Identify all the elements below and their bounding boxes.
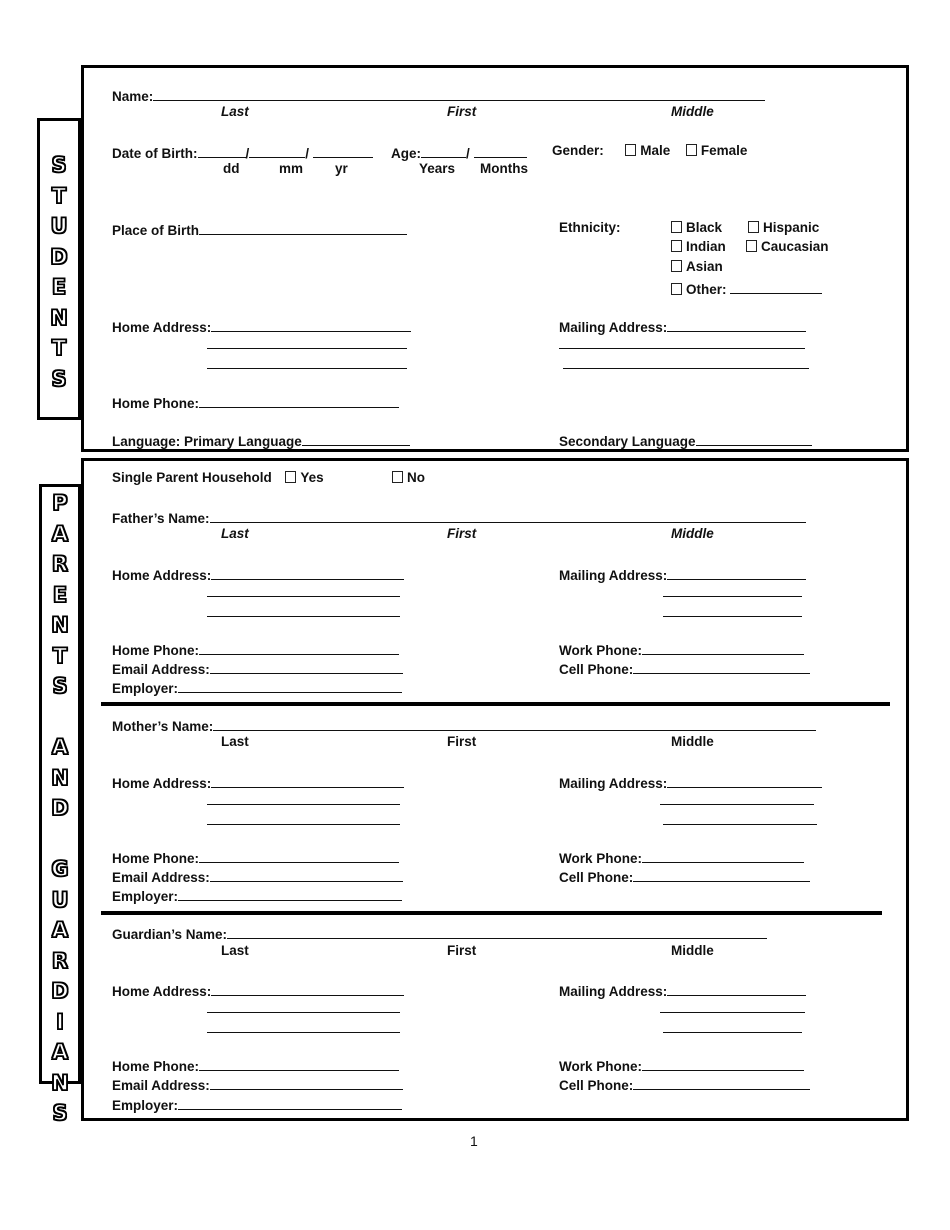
mother-last-caption: Last [221,734,249,749]
father-employer-input[interactable] [178,678,402,693]
father-cell-phone-input[interactable] [633,659,810,674]
student-mailing-address-line-2[interactable] [559,348,805,349]
mother-employer-label: Employer: [112,889,179,904]
student-home-address-line-3[interactable] [207,368,407,369]
ethnicity-option-asian [671,259,723,274]
student-mailing-address-row [559,317,806,335]
sidebar-letter: E [52,582,68,607]
sidebar-letter: T [52,643,68,668]
sidebar-letter: N [51,613,69,637]
student-dob-month-input[interactable] [249,143,305,158]
sidebar-letter: T [51,336,67,360]
sidebar-letter: D [51,979,69,1003]
age-years-caption: Years [419,161,456,176]
guardian-home-phone-label: Home Phone: [112,1059,200,1074]
sidebar-letter: S [52,1101,68,1125]
ethnicity-caucasian-label: Caucasian [761,239,829,254]
father-email-input[interactable] [210,659,403,674]
sidebar-letter: A [51,521,69,546]
dob-dd-caption: dd [223,161,240,176]
single-parent-no-option [392,470,425,485]
guardian-mailing-address-row [559,981,806,999]
student-age-row [391,143,527,161]
mother-home-address-row [112,773,404,791]
father-home-phone-label: Home Phone: [112,643,200,658]
student-home-address-label: Home Address: [112,320,212,335]
sidebar-letter: N [50,305,68,330]
sidebar-letter: A [51,1040,69,1064]
guardian-work-phone-input[interactable] [642,1056,804,1071]
guardian-email-row [112,1075,403,1093]
age-separator: / [466,146,470,161]
guardian-home-phone-row [112,1056,399,1074]
single-parent-no-checkbox[interactable] [392,471,403,483]
student-dob-row [112,143,373,161]
ethnicity-caucasian-checkbox[interactable] [746,240,757,252]
single-parent-no-label: No [407,470,425,485]
student-name-first-caption: First [447,104,477,119]
student-gender-label: Gender: [552,143,604,158]
sidebar-letter: A [51,918,69,942]
father-work-phone-label: Work Phone: [559,643,643,658]
guardian-mailing-address-line-3[interactable] [663,1032,802,1033]
parents-guardians-sidebar-label [39,484,81,1125]
student-primary-language-label: Language: Primary Language [112,434,302,449]
student-home-address-row [112,317,411,335]
student-name-last-caption: Last [221,104,249,119]
guardian-email-label: Email Address: [112,1078,210,1093]
guardian-name-label: Guardian’s Name: [112,927,228,942]
student-dob-label: Date of Birth: [112,146,198,161]
student-name-row [112,86,765,104]
father-cell-phone-label: Cell Phone: [559,662,634,677]
ethnicity-option-indian [671,239,726,254]
student-mailing-address-line-3[interactable] [563,368,809,369]
guardian-home-address-line-3[interactable] [207,1032,400,1033]
student-mailing-address-label: Mailing Address: [559,320,668,335]
guardian-work-phone-row [559,1056,804,1074]
father-email-label: Email Address: [112,662,210,677]
dob-yr-caption: yr [335,161,348,176]
father-employer-label: Employer: [112,681,179,696]
sidebar-letter: S [51,366,67,391]
sidebar-letter: P [52,491,68,515]
student-name-label: Name: [112,89,154,104]
guardian-cell-phone-row [559,1075,810,1093]
sidebar-letter: U [51,887,69,912]
ethnicity-option-hispanic [748,220,819,235]
guardian-name-row [112,924,767,942]
ethnicity-option-black [671,220,722,235]
sidebar-letter: S [51,153,67,177]
ethnicity-asian-checkbox[interactable] [671,260,682,272]
student-secondary-language-input[interactable] [696,431,812,446]
father-employer-row [112,678,402,696]
student-place-of-birth-input[interactable] [199,220,407,235]
ethnicity-option-other [671,279,822,297]
mother-home-phone-row [112,848,399,866]
ethnicity-other-checkbox[interactable] [671,283,682,295]
guardian-home-address-input[interactable] [211,981,404,996]
guardian-employer-row [112,1095,402,1113]
students-sidebar-label [37,118,81,420]
mother-home-address-input[interactable] [211,773,404,788]
mother-home-phone-label: Home Phone: [112,851,200,866]
mother-name-input[interactable] [213,716,816,731]
guardian-employer-label: Employer: [112,1098,179,1113]
sidebar-letter: I [56,1009,64,1034]
gender-male-checkbox[interactable] [625,144,636,156]
guardian-cell-phone-label: Cell Phone: [559,1078,634,1093]
guardian-home-address-line-2[interactable] [207,1012,400,1013]
mother-email-label: Email Address: [112,870,210,885]
student-age-months-input[interactable] [474,143,527,158]
dob-separator: / [245,146,250,161]
father-mother-divider [101,702,890,706]
single-parent-row [112,470,324,485]
mother-middle-caption: Middle [671,734,714,749]
mother-mailing-address-line-3[interactable] [663,824,817,825]
sidebar-letter: D [51,796,69,820]
gender-female-checkbox[interactable] [686,144,697,156]
father-home-address-line-3[interactable] [207,616,400,617]
father-name-input[interactable] [210,508,806,523]
mother-name-label: Mother’s Name: [112,719,214,734]
father-cell-phone-row [559,659,810,677]
father-name-label: Father’s Name: [112,511,210,526]
sidebar-letter: R [51,552,69,576]
father-home-address-line-2[interactable] [207,596,400,597]
father-mailing-address-line-2[interactable] [663,596,802,597]
mother-mailing-address-input[interactable] [667,773,822,788]
student-mailing-address-input[interactable] [667,317,806,332]
ethnicity-indian-label: Indian [686,239,726,254]
student-name-input[interactable] [153,86,765,101]
ethnicity-hispanic-label: Hispanic [763,220,820,235]
mother-work-phone-input[interactable] [642,848,804,863]
father-mailing-address-line-3[interactable] [663,616,802,617]
student-home-phone-row [112,393,399,411]
sidebar-letter: E [51,275,67,299]
mother-email-row [112,867,403,885]
mother-cell-phone-input[interactable] [633,867,810,882]
student-primary-language-row [112,431,410,449]
father-first-caption: First [447,526,477,541]
sidebar-letter: T [51,183,67,208]
father-home-address-row [112,565,404,583]
ethnicity-other-label: Other: [686,282,727,297]
mother-mailing-address-label: Mailing Address: [559,776,668,791]
student-name-middle-caption: Middle [671,104,714,119]
sidebar-letter: D [50,244,68,269]
father-work-phone-row [559,640,804,658]
guardian-mailing-address-label: Mailing Address: [559,984,668,999]
mother-email-input[interactable] [210,867,403,882]
father-mailing-address-row [559,565,806,583]
ethnicity-black-label: Black [686,220,723,235]
guardian-mailing-address-input[interactable] [667,981,806,996]
father-home-address-label: Home Address: [112,568,212,583]
student-home-phone-input[interactable] [199,393,399,408]
ethnicity-hispanic-checkbox[interactable] [748,221,759,233]
mother-work-phone-label: Work Phone: [559,851,643,866]
single-parent-yes-label: Yes [300,470,324,485]
mother-cell-phone-label: Cell Phone: [559,870,634,885]
student-place-of-birth-row [112,220,407,238]
sidebar-letter: A [51,735,69,759]
sidebar-letter: N [51,1070,69,1095]
mother-work-phone-row [559,848,804,866]
page-number: 1 [470,1133,478,1149]
father-middle-caption: Middle [671,526,714,541]
dob-separator: / [305,146,310,161]
ethnicity-other-input[interactable] [730,279,822,294]
father-home-address-input[interactable] [211,565,404,580]
sidebar-letter: G [51,857,69,881]
student-primary-language-input[interactable] [302,431,410,446]
sidebar-letter: S [52,674,68,698]
mother-employer-input[interactable] [178,886,402,901]
mother-cell-phone-row [559,867,810,885]
father-mailing-address-input[interactable] [667,565,806,580]
mother-guardian-divider [101,911,882,915]
father-mailing-address-label: Mailing Address: [559,568,668,583]
sidebar-letter: U [50,214,68,238]
guardian-mailing-address-line-2[interactable] [660,1012,805,1013]
guardian-cell-phone-input[interactable] [633,1075,810,1090]
guardian-home-phone-input[interactable] [199,1056,399,1071]
guardian-last-caption: Last [221,943,249,958]
guardian-name-input[interactable] [227,924,767,939]
student-home-address-input[interactable] [211,317,411,332]
ethnicity-black-checkbox[interactable] [671,221,682,233]
gender-female-label: Female [700,143,748,158]
mother-home-address-label: Home Address: [112,776,212,791]
guardian-employer-input[interactable] [178,1095,402,1110]
mother-employer-row [112,886,402,904]
student-place-of-birth-label: Place of Birth [112,223,200,238]
gender-male-label: Male [640,143,671,158]
guardian-home-address-label: Home Address: [112,984,212,999]
student-home-address-line-2[interactable] [207,348,407,349]
mother-mailing-address-line-2[interactable] [660,804,814,805]
mother-home-phone-input[interactable] [199,848,399,863]
mother-first-caption: First [447,734,477,749]
mother-home-address-line-2[interactable] [207,804,400,805]
student-age-years-input[interactable] [421,143,466,158]
sidebar-letter: R [51,948,69,973]
father-work-phone-input[interactable] [642,640,804,655]
sidebar-letter: N [51,765,69,790]
student-gender-row [552,143,747,158]
ethnicity-option-caucasian [746,239,829,254]
single-parent-label: Single Parent Household [112,470,272,485]
mother-name-row [112,716,816,734]
student-age-label: Age: [391,146,421,161]
ethnicity-asian-label: Asian [686,259,723,274]
guardian-home-address-row [112,981,404,999]
student-dob-year-input[interactable] [313,143,373,158]
ethnicity-indian-checkbox[interactable] [671,240,682,252]
student-home-phone-label: Home Phone: [112,396,200,411]
father-last-caption: Last [221,526,249,541]
student-secondary-language-label: Secondary Language [559,434,696,449]
dob-mm-caption: mm [279,161,304,176]
student-dob-day-input[interactable] [198,143,246,158]
guardian-work-phone-label: Work Phone: [559,1059,643,1074]
student-ethnicity-label: Ethnicity: [559,220,621,235]
guardian-first-caption: First [447,943,477,958]
age-months-caption: Months [480,161,528,176]
guardian-middle-caption: Middle [671,943,714,958]
father-home-phone-row [112,640,399,658]
father-name-row [112,508,806,526]
single-parent-yes-checkbox[interactable] [285,471,296,483]
mother-mailing-address-row [559,773,822,791]
student-secondary-language-row [559,431,812,449]
father-email-row [112,659,403,677]
father-home-phone-input[interactable] [199,640,399,655]
mother-home-address-line-3[interactable] [207,824,400,825]
guardian-email-input[interactable] [210,1075,403,1090]
